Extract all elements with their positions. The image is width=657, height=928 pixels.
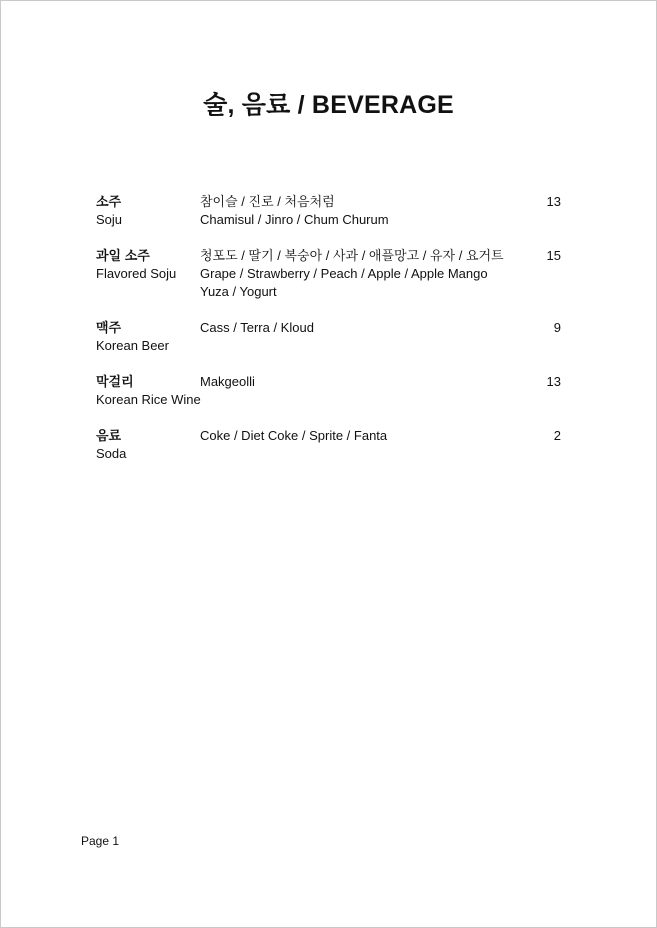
description-line: Chamisul / Jinro / Chum Churum [200, 212, 389, 227]
description-line: 청포도 / 딸기 / 복숭아 / 사과 / 애플망고 / 유자 / 요거트 [200, 248, 504, 263]
item-name-english: Korean Beer [96, 338, 169, 353]
item-price: 13 [546, 374, 561, 389]
item-name-english: Korean Rice Wine [96, 392, 201, 407]
item-name-korean: 맥주 [96, 320, 122, 335]
item-name [96, 247, 206, 283]
menu-item-makgeolli [96, 373, 561, 409]
item-name [96, 319, 206, 355]
item-price: 15 [546, 248, 561, 263]
description-line: Yuza / Yogurt [200, 284, 277, 299]
page-title: 술, 음료 / BEVERAGE [203, 91, 454, 119]
item-price: 13 [546, 194, 561, 209]
page-number: Page 1 [81, 834, 120, 848]
item-description [200, 427, 520, 463]
item-description [200, 247, 520, 301]
item-name-korean: 과일 소주 [96, 248, 150, 263]
line-spacer [200, 445, 520, 463]
line-spacer [200, 391, 520, 409]
beverage-menu [96, 193, 561, 481]
item-description [200, 193, 520, 229]
item-name [96, 427, 206, 463]
item-name-korean: 음료 [96, 428, 122, 443]
description-line: Coke / Diet Coke / Sprite / Fanta [200, 428, 388, 443]
description-line: Makgeolli [200, 374, 255, 389]
menu-item-flavored-soju [96, 247, 561, 301]
item-name-korean: 소주 [96, 194, 122, 209]
description-line: Cass / Terra / Kloud [200, 320, 314, 335]
menu-item-soju [96, 193, 561, 229]
item-price: 9 [553, 320, 561, 335]
item-name-korean: 막걸리 [96, 374, 134, 389]
item-description [200, 319, 520, 355]
item-price: 2 [553, 428, 561, 443]
menu-item-soda [96, 427, 561, 463]
item-description [200, 373, 520, 409]
item-name [96, 373, 206, 409]
item-name-english: Soda [96, 446, 127, 461]
item-name-english: Flavored Soju [96, 266, 177, 281]
description-line: Grape / Strawberry / Peach / Apple / Apple Mango [200, 266, 488, 281]
line-spacer [200, 337, 520, 355]
description-line: 참이슬 / 진로 / 처음처럼 [200, 194, 335, 209]
item-name-english: Soju [96, 212, 123, 227]
item-name [96, 193, 206, 229]
menu-item-beer [96, 319, 561, 355]
